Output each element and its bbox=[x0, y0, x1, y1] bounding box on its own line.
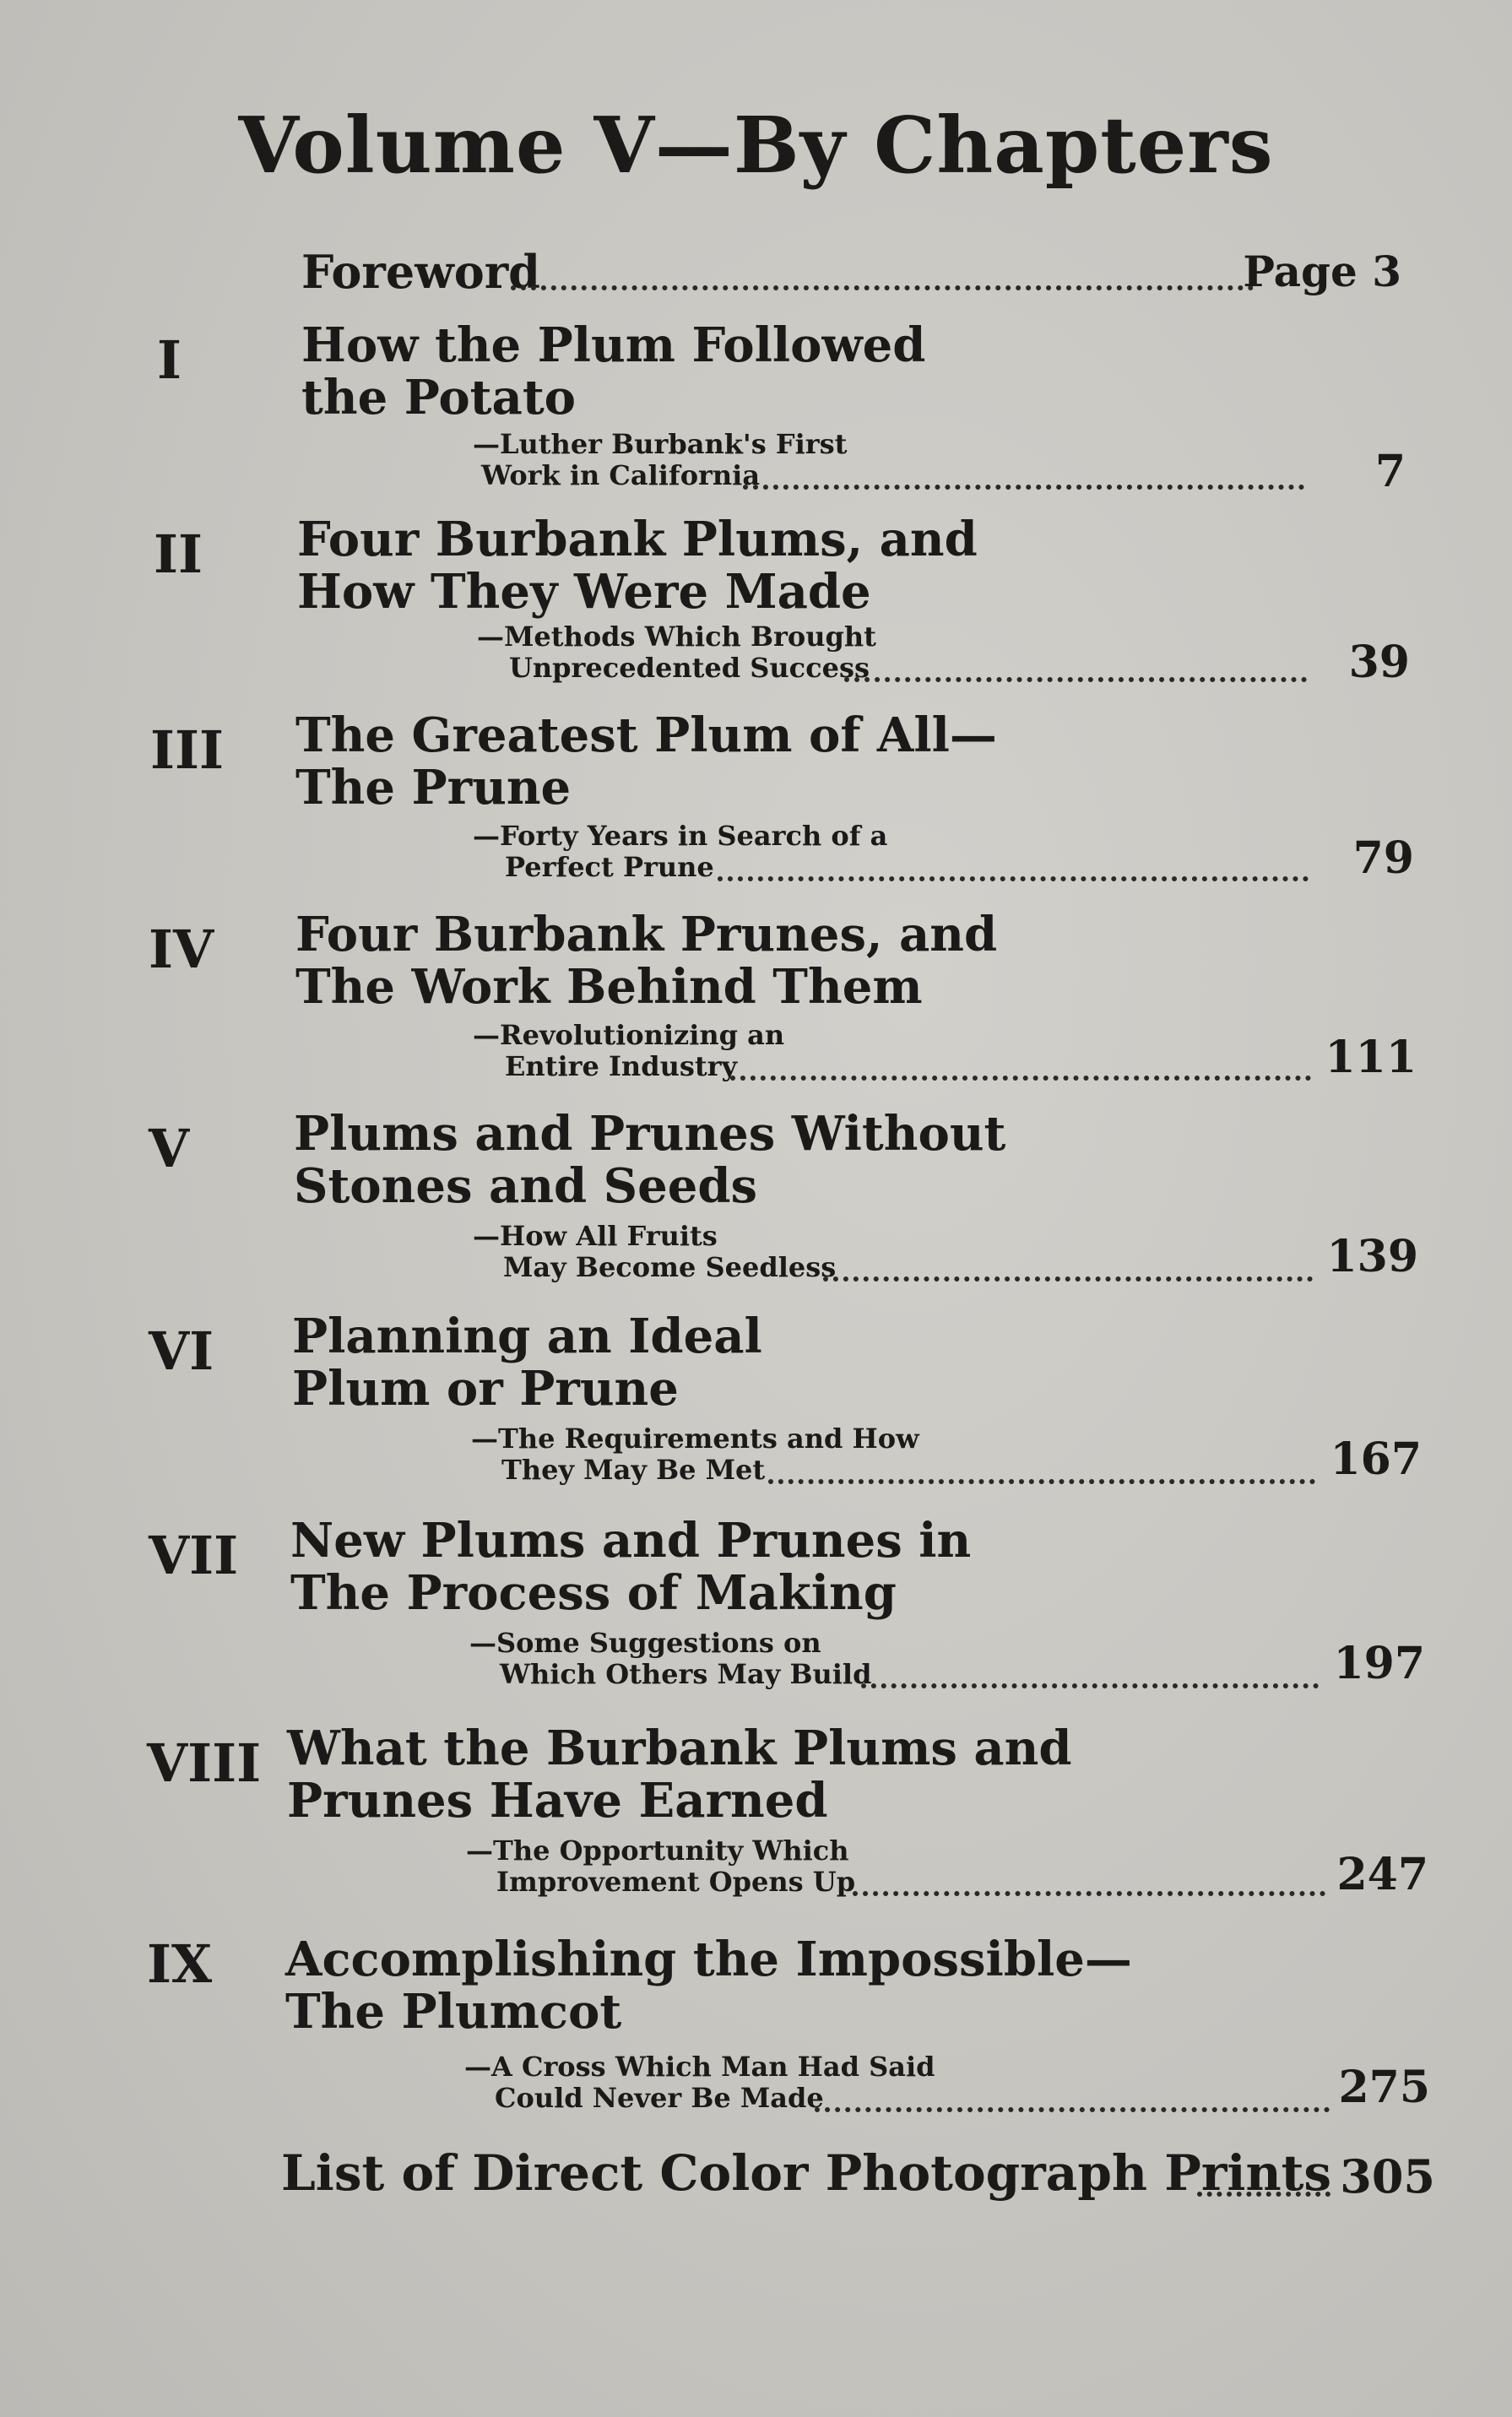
chapter-page: 275 bbox=[1338, 2062, 1430, 2113]
chapter-page: 79 bbox=[1352, 832, 1414, 884]
chapter-title-line2: The Plumcot bbox=[285, 1984, 622, 2040]
chapter-subtitle bbox=[471, 1423, 919, 1486]
dot-leader bbox=[718, 876, 1309, 881]
chapter-title bbox=[285, 1933, 1132, 2038]
chapter-subtitle-line1: —A Cross Which Man Had Said bbox=[464, 2051, 935, 2083]
chapter-subtitle bbox=[466, 1835, 855, 1898]
chapter-page: 247 bbox=[1336, 1849, 1428, 1900]
chapter-title bbox=[301, 319, 925, 424]
chapter-numeral: V bbox=[149, 1118, 190, 1179]
chapter-title bbox=[295, 908, 997, 1013]
chapter-title-line2: How They Were Made bbox=[297, 564, 871, 620]
chapter-title bbox=[290, 1515, 971, 1619]
chapter-title bbox=[297, 513, 978, 618]
chapter-entry bbox=[0, 1108, 1512, 1293]
chapter-entry bbox=[0, 1722, 1512, 1908]
dot-leader bbox=[730, 1076, 1311, 1081]
chapter-title bbox=[292, 1310, 762, 1415]
chapter-page: 167 bbox=[1330, 1433, 1422, 1485]
chapter-subtitle-line2: Could Never Be Made bbox=[495, 2082, 824, 2114]
page-title: Volume V—By Chapters bbox=[238, 100, 1274, 191]
chapter-entry bbox=[0, 1933, 1512, 2119]
chapter-page: 139 bbox=[1326, 1231, 1418, 1282]
chapter-title-line2: Prunes Have Earned bbox=[287, 1773, 828, 1829]
chapter-title-line1: Four Burbank Prunes, and bbox=[295, 907, 998, 962]
chapter-title-line1: Four Burbank Plums, and bbox=[297, 512, 978, 567]
foreword-label: Foreword bbox=[301, 245, 540, 299]
chapter-numeral: III bbox=[150, 719, 225, 781]
chapter-title-line2: The Work Behind Them bbox=[295, 959, 923, 1015]
chapter-title-line1: How the Plum Followed bbox=[301, 317, 926, 373]
chapter-subtitle bbox=[469, 1628, 871, 1690]
chapter-numeral: II bbox=[154, 523, 203, 585]
chapter-subtitle-line2: Work in California bbox=[481, 459, 761, 491]
chapter-subtitle-line2: Perfect Prune bbox=[505, 851, 714, 883]
foreword-page: Page 3 bbox=[1243, 247, 1401, 296]
chapter-title bbox=[294, 1108, 1005, 1212]
photo-list-entry bbox=[0, 2144, 1512, 2220]
chapter-title-line2: Plum or Prune bbox=[292, 1361, 679, 1417]
chapter-subtitle-line2: They May Be Met bbox=[501, 1454, 766, 1486]
chapter-page: 39 bbox=[1348, 637, 1410, 688]
chapter-entry bbox=[0, 709, 1512, 895]
dot-leader bbox=[768, 1479, 1315, 1484]
chapter-entry bbox=[0, 1515, 1512, 1700]
chapter-subtitle bbox=[473, 429, 847, 491]
chapter-page: 111 bbox=[1325, 1032, 1417, 1083]
chapter-entry bbox=[0, 513, 1512, 699]
chapter-title-line1: New Plums and Prunes in bbox=[290, 1513, 972, 1569]
chapter-title bbox=[295, 709, 997, 814]
chapter-subtitle bbox=[473, 821, 887, 883]
chapter-title-line1: Planning an Ideal bbox=[292, 1309, 762, 1364]
chapter-subtitle-line2: Entire Industry bbox=[505, 1050, 738, 1082]
chapter-entry bbox=[0, 1310, 1512, 1496]
chapter-subtitle-line1: —The Requirements and How bbox=[471, 1423, 919, 1455]
chapter-title-line2: Stones and Seeds bbox=[294, 1158, 758, 1214]
photo-list-page: 305 bbox=[1340, 2149, 1435, 2203]
chapter-subtitle-line2: May Become Seedless bbox=[503, 1251, 837, 1283]
chapter-subtitle-line1: —The Opportunity Which bbox=[466, 1834, 849, 1867]
chapter-subtitle-line1: —Revolutionizing an bbox=[473, 1019, 785, 1051]
chapter-subtitle-line2: Which Others May Build bbox=[500, 1658, 872, 1690]
chapter-entry bbox=[0, 908, 1512, 1094]
chapter-title-line1: Accomplishing the Impossible— bbox=[285, 1932, 1132, 1987]
chapter-subtitle-line2: Improvement Opens Up bbox=[496, 1866, 856, 1898]
chapter-title-line1: What the Burbank Plums and bbox=[287, 1721, 1072, 1776]
chapter-page: 7 bbox=[1374, 446, 1406, 497]
foreword-entry bbox=[0, 245, 1512, 312]
chapter-subtitle bbox=[473, 1020, 784, 1082]
chapter-numeral: IX bbox=[147, 1933, 213, 1995]
chapter-title-line2: The Process of Making bbox=[290, 1565, 897, 1621]
chapter-title bbox=[287, 1722, 1072, 1827]
chapter-subtitle bbox=[473, 1221, 836, 1283]
chapter-entry bbox=[0, 319, 1512, 505]
chapter-numeral: VIII bbox=[147, 1732, 262, 1794]
chapter-title-line2: the Potato bbox=[301, 370, 577, 425]
chapter-subtitle-line1: —Some Suggestions on bbox=[469, 1627, 821, 1659]
chapter-numeral: VII bbox=[149, 1525, 239, 1586]
chapter-subtitle-line1: —How All Fruits bbox=[473, 1220, 718, 1252]
chapter-numeral: I bbox=[157, 329, 182, 391]
chapter-title-line2: The Prune bbox=[295, 760, 572, 816]
dot-leader bbox=[511, 285, 1254, 290]
chapter-page: 197 bbox=[1333, 1638, 1425, 1689]
chapter-subtitle-line1: —Forty Years in Search of a bbox=[473, 820, 888, 852]
chapter-title-line1: The Greatest Plum of All— bbox=[295, 707, 997, 763]
chapter-subtitle-line1: —Luther Burbank's First bbox=[473, 428, 848, 460]
chapter-subtitle bbox=[477, 621, 876, 684]
chapter-subtitle-line2: Unprecedented Success bbox=[509, 652, 870, 684]
photo-list-label: List of Direct Color Photograph Prints bbox=[281, 2144, 1332, 2202]
chapter-numeral: IV bbox=[149, 919, 214, 980]
chapter-subtitle-line1: —Methods Which Brought bbox=[477, 621, 876, 653]
chapter-title-line1: Plums and Prunes Without bbox=[294, 1106, 1006, 1162]
chapter-numeral: VI bbox=[149, 1320, 214, 1382]
chapter-subtitle bbox=[464, 2051, 935, 2114]
